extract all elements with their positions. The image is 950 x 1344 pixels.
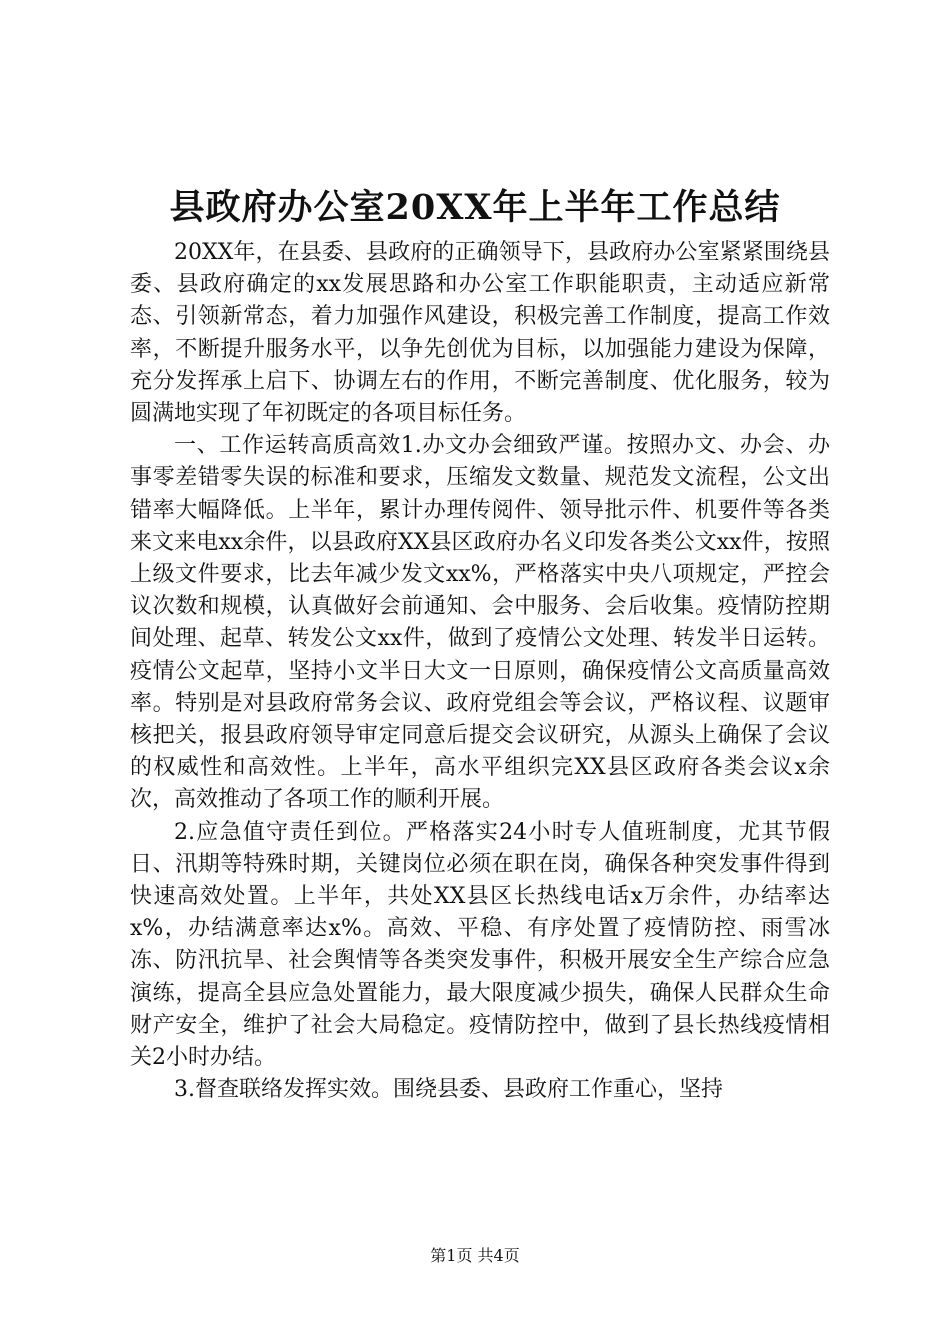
document-title: 县政府办公室20XX年上半年工作总结 [169,187,781,228]
paragraph-intro: 20XX年，在县委、县政府的正确领导下，县政府办公室紧紧围绕县委、县政府确定的xx发展思路和办公室工作职能职责，主动适应新常态、引领新常态，着力加强作风建设，积极完善工作制度，提高工作效率，不断提升服务水平，以争先创优为目标，以加强能力建设为保障，充分发挥承上启下、协调左右的作用，不断完善制度、优化服务，较为圆满地实现了年初既定的各项目标任务。 [130,240,830,427]
paragraph-section-1: 一、工作运转高质高效1.办文办会细致严谨。按照办文、办会、办事零差错零失误的标准和要求，压缩发文数量、规范发文流程，公文出错率大幅降低。上半年，累计办理传阅件、领导批示件、机要件等各类来文来电xx余件，以县政府XX县区政府办名义印发各类公文xx件，按照上级文件要求，比去年减少发文xx%，严格落实中央八项规定，严控会议次数和规模，认真做好会前通知、会中服务、会后收集。疫情防控期间处理、起草、转发公文xx件，做到了疫情公文处理、转发半日运转。疫情公文起草，坚持小文半日大文一日原则，确保疫情公文高质量高效率。特别是对县政府常务会议、政府党组会等会议，严格议程、议题审核把关，报县政府领导审定同意后提交会议研究，从源头上确保了会议的权威性和高效性。上半年，高水平组织完XX县区政府各类会议x余次，高效推动了各项工作的顺利开展。 [130,433,830,813]
page-number-footer: 第1页 共4页 [430,1246,520,1265]
paragraph-item-3: 3.督查联络发挥实效。围绕县委、县政府工作重心，坚持 [174,1077,723,1103]
document-body [130,237,830,1106]
paragraph-item-2: 2.应急值守责任到位。严格落实24小时专人值班制度，尤其节假日、汛期等特殊时期，关键岗位必须在职在岗，确保各种突发事件得到快速高效处置。上半年，共处XX县区长热线电话x万余件，办结率达x%，办结满意率达x%。高效、平稳、有序处置了疫情防控、雨雪冰冻、防汛抗旱、社会舆情等各类突发事件，积极开展安全生产综合应急演练，提高全县应急处置能力，最大限度减少损失，确保人民群众生命财产安全，维护了社会大局稳定。疫情防控中，做到了县长热线疫情相关2小时办结。 [130,819,830,1071]
